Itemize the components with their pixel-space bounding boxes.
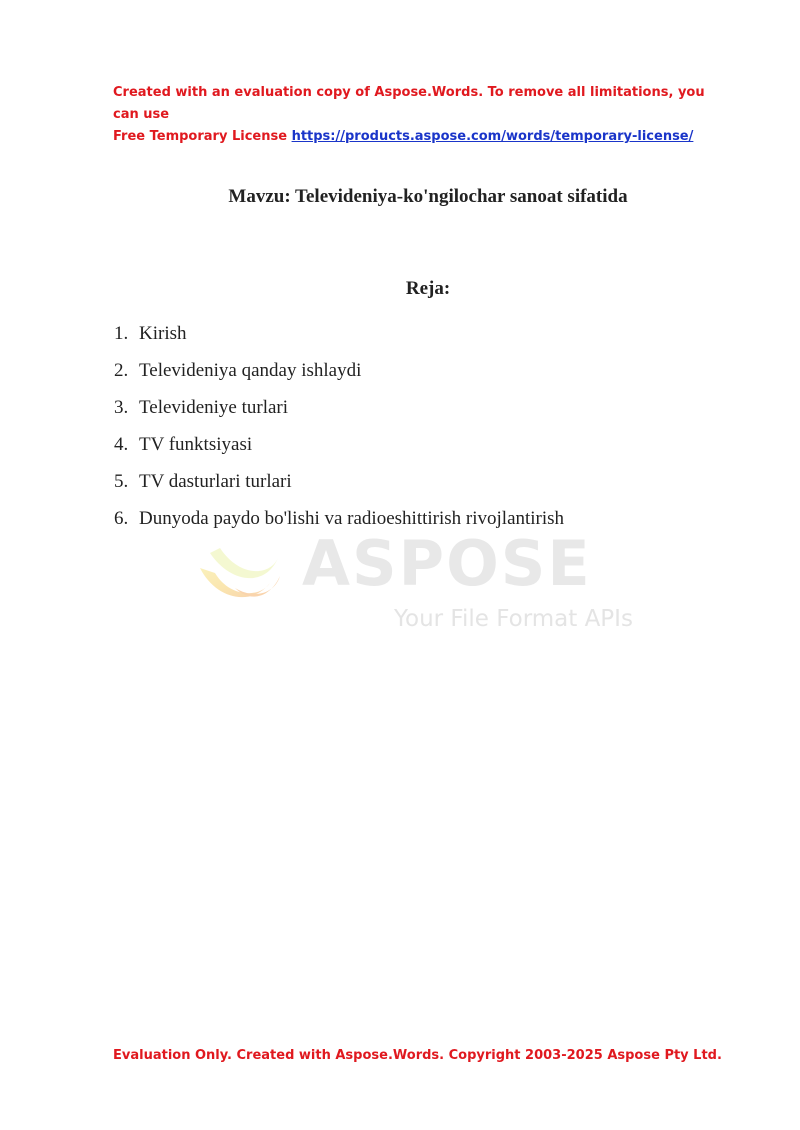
watermark-tagline: Your File Format APIs [394,606,633,632]
document-title: Mavzu: Televideniya-ko'ngilochar sanoat sifatida [228,186,628,207]
plan-item-text: TV funktsiyasi [139,434,253,455]
plan-heading: Reja: [405,278,451,299]
plan-item [114,468,564,505]
plan-item-text: Kirish [139,323,187,344]
plan-item [114,505,564,542]
evaluation-notice-line1: Created with an evaluation copy of Aspose.Words. To remove all limitations, you can use [113,85,705,122]
plan-item-text: Dunyoda paydo bo'lishi va radioeshittirish rivojlantirish [139,508,565,529]
evaluation-footer: Evaluation Only. Created with Aspose.Words. Copyright 2003-2025 Aspose Pty Ltd. [113,1048,722,1063]
plan-item-number: 3. [114,397,129,418]
plan-item-number: 1. [114,323,129,344]
evaluation-notice-line2 [113,126,733,148]
plan-item-number: 5. [114,471,129,492]
plan-item-text: TV dasturlari turlari [139,471,292,492]
plan-item [114,431,564,468]
plan-item [114,357,564,394]
plan-item-text: Televideniya qanday ishlaydi [139,360,362,381]
plan-item-text: Televideniye turlari [139,397,289,418]
watermark-brand: ASPOSE [302,528,592,600]
aspose-watermark [190,528,680,638]
evaluation-notice [113,82,733,148]
plan-list [114,320,564,542]
plan-item-number: 2. [114,360,129,381]
temporary-license-link[interactable]: https://products.aspose.com/words/temporary-license/ [291,129,694,144]
aspose-logo-icon [200,548,280,597]
license-label: Free Temporary License [113,129,288,144]
plan-item [114,320,564,357]
plan-item-number: 6. [114,508,129,529]
plan-item [114,394,564,431]
plan-item-number: 4. [114,434,129,455]
